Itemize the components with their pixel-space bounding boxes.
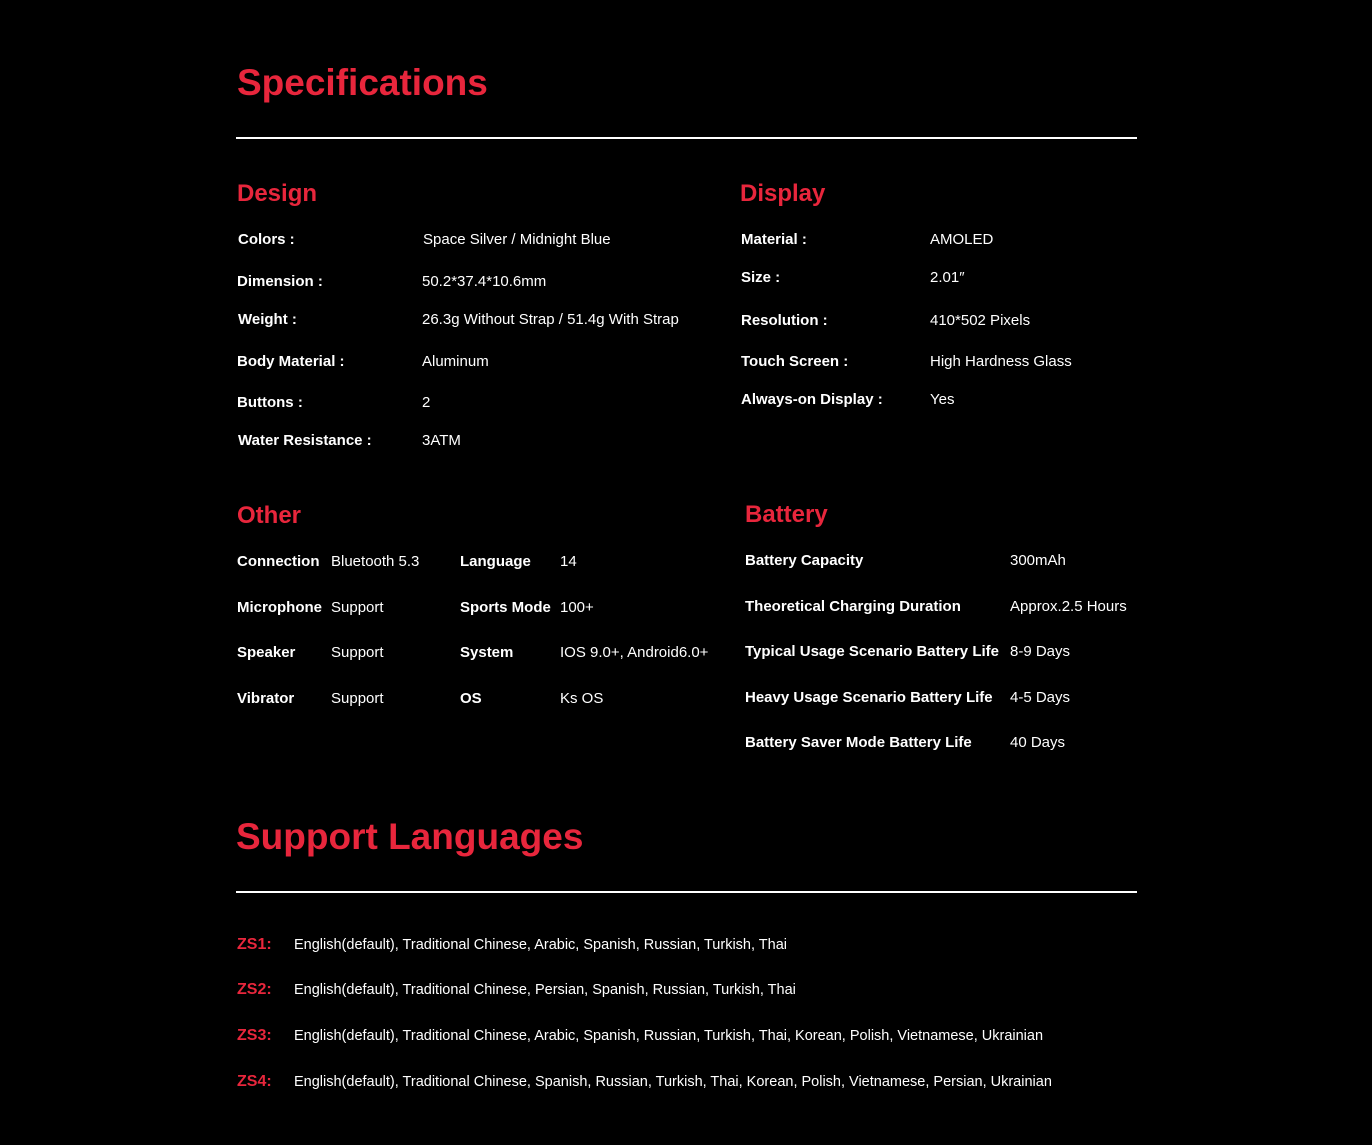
design-value-weight: 26.3g Without Strap / 51.4g With Strap xyxy=(422,311,679,328)
other-value-language: 14 xyxy=(560,553,577,570)
other-label-vibrator: Vibrator xyxy=(237,690,295,707)
support-languages-title: Support Languages xyxy=(236,816,584,857)
other-value-speaker: Support xyxy=(331,644,384,661)
display-label-resolution: Resolution : xyxy=(741,312,828,329)
other-value-system: IOS 9.0+, Android6.0+ xyxy=(560,644,709,661)
language-set-id: ZS1: xyxy=(237,936,272,953)
display-label-material: Material : xyxy=(741,231,807,248)
battery-label-capacity: Battery Capacity xyxy=(745,552,864,569)
language-set-id: ZS4: xyxy=(237,1073,272,1090)
display-value-resolution: 410*502 Pixels xyxy=(930,312,1031,329)
display-label-size: Size : xyxy=(741,269,781,286)
battery-label-charging-duration: Theoretical Charging Duration xyxy=(745,598,961,615)
design-label-buttons: Buttons : xyxy=(237,394,303,411)
display-heading: Display xyxy=(740,180,826,207)
design-label-dimension: Dimension : xyxy=(237,273,323,290)
specifications-title: Specifications xyxy=(237,62,488,103)
design-label-water-resistance: Water Resistance : xyxy=(238,432,372,449)
design-value-colors: Space Silver / Midnight Blue xyxy=(423,231,611,248)
other-value-sports-mode: 100+ xyxy=(560,599,594,616)
design-value-buttons: 2 xyxy=(422,394,431,411)
other-value-connection: Bluetooth 5.3 xyxy=(331,553,420,570)
design-label-weight: Weight : xyxy=(238,311,297,328)
other-label-speaker: Speaker xyxy=(237,644,296,661)
other-value-os: Ks OS xyxy=(560,690,604,707)
design-value-water-resistance: 3ATM xyxy=(422,432,461,449)
specifications-divider xyxy=(236,137,1137,139)
battery-value-heavy-life: 4-5 Days xyxy=(1010,689,1071,706)
other-value-vibrator: Support xyxy=(331,690,384,707)
display-value-material: AMOLED xyxy=(930,231,994,248)
battery-value-typical-life: 8-9 Days xyxy=(1010,643,1071,660)
language-set-id: ZS3: xyxy=(237,1027,272,1044)
design-label-body-material: Body Material : xyxy=(237,353,345,370)
design-value-dimension: 50.2*37.4*10.6mm xyxy=(422,273,547,290)
battery-heading: Battery xyxy=(745,501,828,528)
battery-label-typical-life: Typical Usage Scenario Battery Life xyxy=(745,643,999,660)
other-label-sports-mode: Sports Mode xyxy=(460,599,551,616)
display-label-always-on: Always-on Display : xyxy=(741,391,883,408)
languages-divider xyxy=(236,891,1137,893)
other-label-language: Language xyxy=(460,553,531,570)
design-value-body-material: Aluminum xyxy=(422,353,489,370)
language-set-text: English(default), Traditional Chinese, Arabic, Spanish, Russian, Turkish, Thai xyxy=(294,937,787,953)
battery-label-heavy-life: Heavy Usage Scenario Battery Life xyxy=(745,689,993,706)
battery-value-saver-life: 40 Days xyxy=(1010,734,1066,751)
design-heading: Design xyxy=(237,180,318,207)
language-set-text: English(default), Traditional Chinese, Persian, Spanish, Russian, Turkish, Thai xyxy=(294,982,796,998)
other-heading: Other xyxy=(237,502,302,529)
other-label-system: System xyxy=(460,644,514,661)
display-value-size: 2.01″ xyxy=(930,269,965,286)
display-label-touch-screen: Touch Screen : xyxy=(741,353,849,370)
battery-value-capacity: 300mAh xyxy=(1010,552,1066,569)
battery-value-charging-duration: Approx.2.5 Hours xyxy=(1010,598,1127,615)
language-set-text: English(default), Traditional Chinese, Spanish, Russian, Turkish, Thai, Korean, Polish, Vietnamese, Persian, Ukrainian xyxy=(294,1074,1052,1090)
design-label-colors: Colors : xyxy=(238,231,295,248)
other-label-microphone: Microphone xyxy=(237,599,322,616)
language-set-id: ZS2: xyxy=(237,981,272,998)
display-value-touch-screen: High Hardness Glass xyxy=(930,353,1072,370)
language-set-text: English(default), Traditional Chinese, Arabic, Spanish, Russian, Turkish, Thai, Korean, Polish, Vietnamese, Ukrainian xyxy=(294,1028,1044,1044)
battery-label-saver-life: Battery Saver Mode Battery Life xyxy=(745,734,972,751)
other-label-os: OS xyxy=(460,690,482,707)
other-label-connection: Connection xyxy=(237,553,320,570)
other-value-microphone: Support xyxy=(331,599,384,616)
display-value-always-on: Yes xyxy=(930,391,955,408)
